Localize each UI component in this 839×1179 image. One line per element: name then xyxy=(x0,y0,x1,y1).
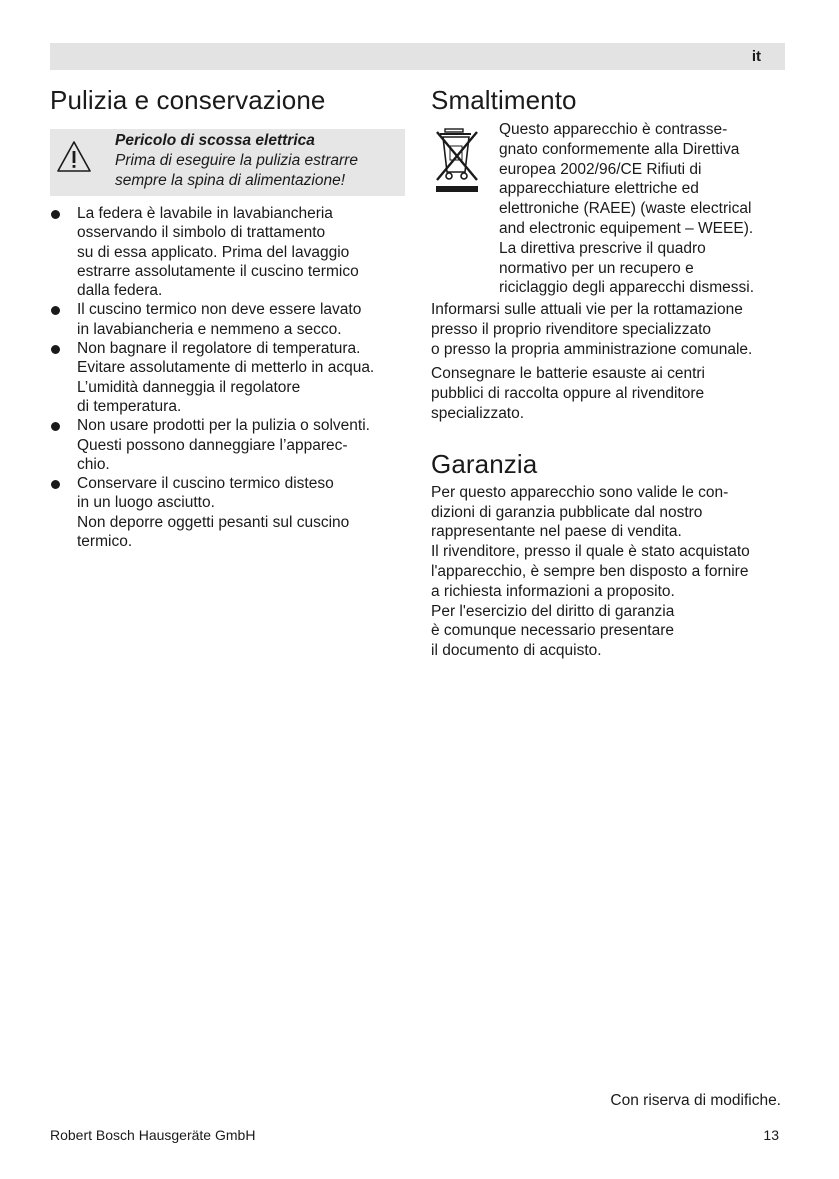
text-line: apparecchiature elettriche ed xyxy=(499,180,699,198)
text-line: Il rivenditore, presso il quale è stato acquistato xyxy=(431,543,750,561)
list-line: in un luogo asciutto. xyxy=(77,494,215,512)
text-line: pubblici di raccolta oppure al rivenditore xyxy=(431,385,705,403)
language-code: it xyxy=(751,48,761,65)
bullet-icon xyxy=(51,345,60,354)
text-line: Questo apparecchio è contrasse- xyxy=(499,121,728,138)
list-line: di temperatura. xyxy=(77,397,182,415)
list-item xyxy=(50,204,405,300)
list-item xyxy=(50,339,405,416)
list-line: in lavabiancheria e nemmeno a secco. xyxy=(77,320,342,338)
list-item xyxy=(50,416,405,474)
warning-box xyxy=(50,129,405,196)
footer-note: Con riserva di modifiche. xyxy=(610,1092,781,1109)
warning-text xyxy=(115,131,401,191)
bullet-icon xyxy=(51,480,60,489)
text-line: elettroniche (RAEE) (waste electrical xyxy=(499,200,752,218)
text-line: è comunque necessario presentare xyxy=(431,622,674,640)
right-column xyxy=(431,84,787,661)
battery-paragraph xyxy=(431,364,787,423)
text-line: La direttiva prescrive il quadro xyxy=(499,239,706,257)
text-line: Per l'esercizio del diritto di garanzia xyxy=(431,602,675,620)
list-line: Non usare prodotti per la pulizia o solventi. xyxy=(77,417,370,435)
page-number: 13 xyxy=(763,1127,779,1143)
bullet-icon xyxy=(51,422,60,431)
list-line: termico. xyxy=(77,533,133,551)
text-line: europea 2002/96/CE Rifiuti di xyxy=(499,160,702,178)
text-line: Per questo apparecchio sono valide le con- xyxy=(431,483,729,501)
text-line: Informarsi sulle attuali vie per la rottamazione xyxy=(431,301,743,318)
text-line: a richiesta informazioni a proposito. xyxy=(431,582,675,600)
bullet-icon xyxy=(51,306,60,315)
text-line: normativo per un recupero e xyxy=(499,259,694,277)
text-line: gnato conformemente alla Direttiva xyxy=(499,140,740,158)
list-line: L’umidità danneggia il regolatore xyxy=(77,378,301,396)
company-name: Robert Bosch Hausgeräte GmbH xyxy=(50,1127,256,1143)
list-item xyxy=(50,474,405,551)
language-bar xyxy=(50,43,785,70)
cleaning-section xyxy=(50,84,405,551)
text-line: il documento di acquisto. xyxy=(431,642,602,660)
warning-line: Prima di eseguire la pulizia estrarre xyxy=(115,152,358,169)
cleaning-list xyxy=(50,204,405,551)
text-line: o presso la propria amministrazione comunale. xyxy=(431,340,753,358)
list-line: dalla federa. xyxy=(77,282,163,300)
text-line: presso il proprio rivenditore specializzato xyxy=(431,320,711,338)
crossed-out-bin-icon xyxy=(433,126,483,194)
list-line: Non bagnare il regolatore di temperatura. xyxy=(77,340,361,358)
text-line: dizioni di garanzia pubblicate dal nostro xyxy=(431,503,703,521)
list-line: su di essa applicato. Prima del lavaggio xyxy=(77,243,350,261)
text-line: rappresentante nel paese di vendita. xyxy=(431,523,682,541)
text-line: riciclaggio degli apparecchi dismessi. xyxy=(499,279,755,297)
warning-title: Pericolo di scossa elettrica xyxy=(115,132,315,149)
bullet-icon xyxy=(51,210,60,219)
list-item xyxy=(50,300,405,339)
list-line: Conservare il cuscino termico disteso xyxy=(77,475,334,493)
disposal-title: Smaltimento xyxy=(431,85,577,115)
disposal-paragraph xyxy=(431,300,787,359)
list-line: osservando il simbolo di trattamento xyxy=(77,224,326,242)
cleaning-title: Pulizia e conservazione xyxy=(50,85,326,115)
text-line: and electronic equipement – WEEE). xyxy=(499,219,754,237)
warranty-paragraph xyxy=(431,483,787,661)
warning-line: sempre la spina di alimentazione! xyxy=(115,172,346,189)
list-line: La federa è lavabile in lavabiancheria xyxy=(77,205,333,222)
warning-triangle-icon xyxy=(56,140,92,174)
list-line: Non deporre oggetti pesanti sul cuscino xyxy=(77,513,350,531)
list-line: Questi possono danneggiare l’apparec- xyxy=(77,436,348,454)
text-line: l'apparecchio, è sempre ben disposto a fornire xyxy=(431,562,749,580)
weee-block xyxy=(431,120,787,300)
list-line: estrarre assolutamente il cuscino termico xyxy=(77,262,359,280)
list-line: chio. xyxy=(77,455,110,473)
list-line: Evitare assolutamente di metterlo in acqua. xyxy=(77,359,375,377)
list-line: Il cuscino termico non deve essere lavato xyxy=(77,301,362,319)
text-line: Consegnare le batterie esauste ai centri xyxy=(431,365,705,383)
weee-text xyxy=(499,120,787,298)
warranty-title: Garanzia xyxy=(431,448,538,479)
text-line: specializzato. xyxy=(431,404,525,422)
